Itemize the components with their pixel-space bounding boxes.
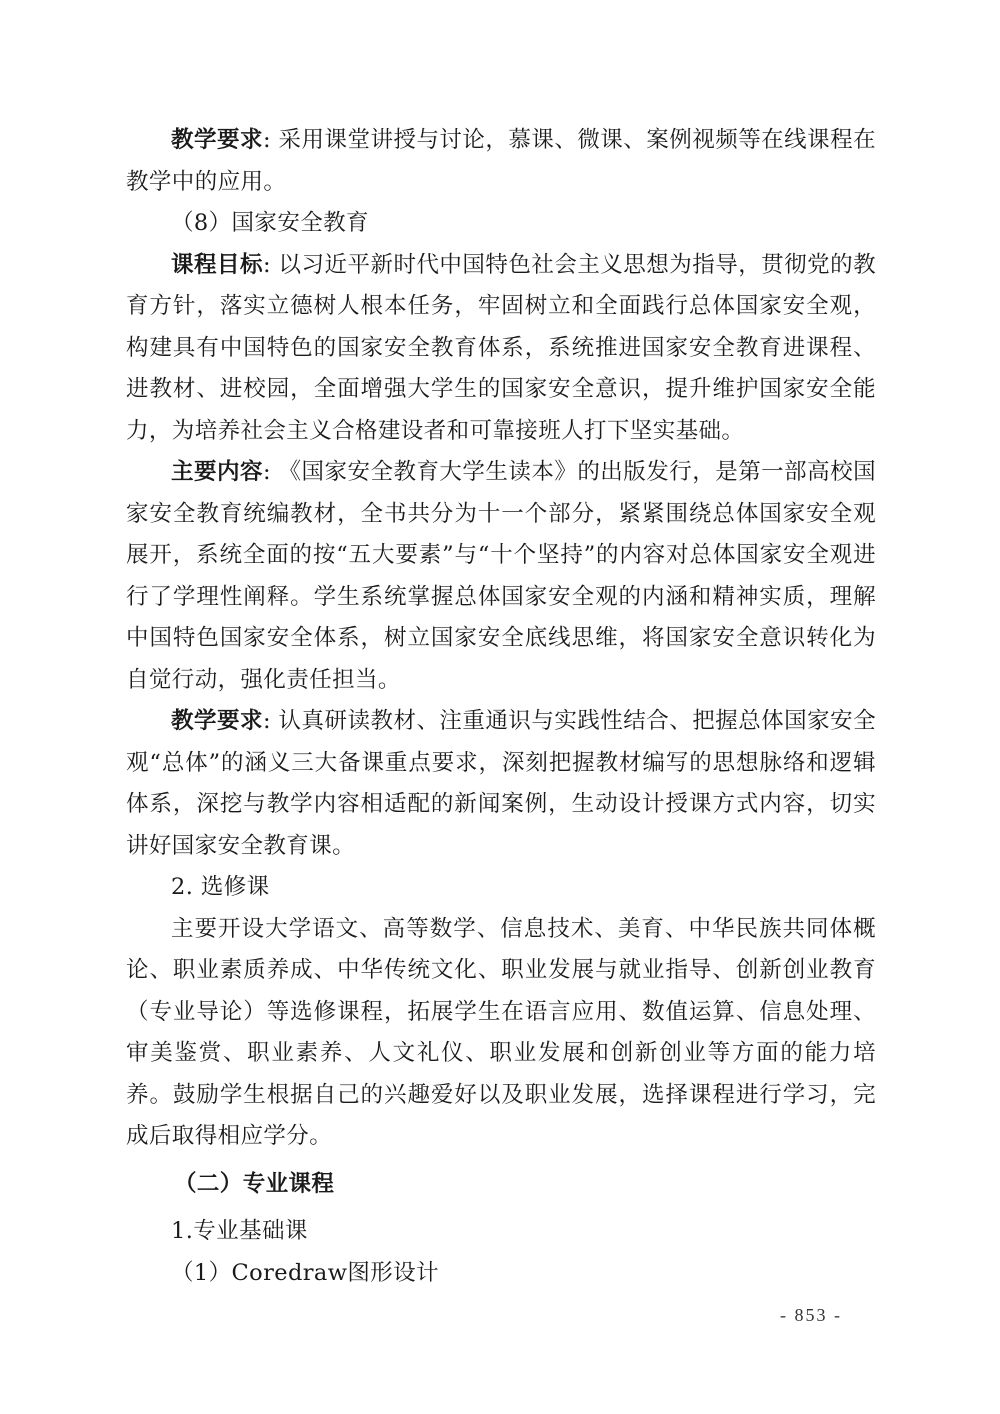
label-main-content: 主要内容 — [171, 459, 263, 485]
paragraph-main-content — [126, 452, 876, 701]
label-teaching-requirements: 教学要求 — [171, 127, 263, 153]
paragraph-course-objective — [126, 245, 876, 453]
page-number: - 853 - — [780, 1305, 842, 1325]
section-heading-coredraw: （1）Coredraw图形设计 — [171, 1259, 439, 1286]
section-heading-electives: 2. 选修课 — [171, 874, 270, 900]
paragraph-text: : 采用课堂讲授与讨论，慕课、微课、案例视频等在线课程在教学中的应用。 — [126, 127, 876, 195]
section-heading-foundation-courses: 1.专业基础课 — [171, 1218, 308, 1244]
document-page — [126, 120, 876, 1294]
paragraph-teaching-requirements-2 — [126, 701, 876, 867]
label-course-objective: 课程目标 — [171, 251, 263, 278]
section-heading-national-security: （8）国家安全教育 — [171, 210, 369, 236]
label-teaching-requirements: 教学要求 — [171, 708, 263, 734]
paragraph-text: : 认真研读教材、注重通识与实践性结合、把握总体国家安全观“总体”的涵义三大备课重点要求，深刻把握教材编写的思想脉络和逻辑体系，深挖与教学内容相适配的新闻案例，生动设计授课方式内容，切实讲好国家安全教育课。 — [126, 708, 876, 859]
section-heading-professional-courses: （二）专业课程 — [174, 1170, 335, 1197]
paragraph-electives: 主要开设大学语文、高等数学、信息技术、美育、中华民族共同体概论、职业素质养成、中华传统文化、职业发展与就业指导、创新创业教育（专业导论）等选修课程，拓展学生在语言应用、数值运算、信息处理、审美鉴赏、职业素养、人文礼仪、职业发展和创新创业等方面的能力培养。鼓励学生根据自己的兴趣爱好以及职业发展，选择课程进行学习，完成后取得相应学分。 — [126, 915, 876, 1149]
paragraph-teaching-requirements-1 — [126, 120, 876, 203]
paragraph-text: : 以习近平新时代中国特色社会主义思想为指导，贯彻党的教育方针，落实立德树人根本任务，牢固树立和全面践行总体国家安全观，构建具有中国特色的国家安全教育体系，系统推进国家安全教育进课程、进教材、进校园，全面增强大学生的国家安全意识，提升维护国家安全能力，为培养社会主义合格建设者和可靠接班人打下坚实基础。 — [126, 251, 876, 444]
paragraph-text: : 《国家安全教育大学生读本》的出版发行，是第一部高校国家安全教育统编教材，全书共分为十一个部分，紧紧围绕总体国家安全观展开，系统全面的按“五大要素”与“十个坚持”的内容对总体国家安全观进行了学理性阐释。学生系统掌握总体国家安全观的内涵和精神实质，理解中国特色国家安全体系，树立国家安全底线思维，将国家安全意识转化为自觉行动，强化责任担当。 — [126, 459, 876, 693]
